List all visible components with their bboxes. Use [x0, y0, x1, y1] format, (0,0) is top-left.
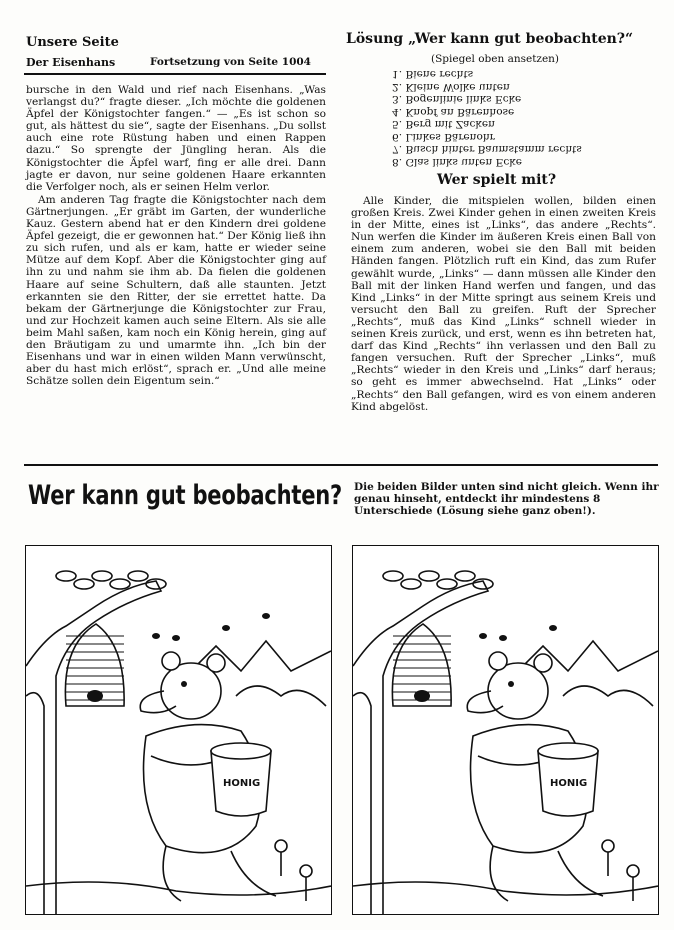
bush — [236, 686, 326, 706]
solution-item: 7. Busch hinter Baumstamm rechts — [392, 143, 582, 156]
picture-right — [352, 545, 659, 915]
leaf — [383, 571, 403, 581]
leaf — [56, 571, 76, 581]
continuation-note: Fortsetzung von Seite 1004 — [150, 56, 311, 68]
story-paragraph: Am anderen Tag fragte die Königstochter nach dem Gärtnerjungen. „Er gräbt im Garten, der wunderliche Kauz. Gestern abend hat er den Kindern drei goldene Äpfel gezeigt, die er gewonnen hat.“ Der König ließ ihn zu sich rufen, und als er kam, hatte er wieder seine Mütze auf dem Kopf. Aber die Königstochter ging auf ihn zu und nahm sie ihm ab. Da fielen die goldenen Haare auf seine Schultern, daß alle staunten. Jetzt erkannten sie den Ritter, der sie errettet hatte. Da bekam der Gärtnerjunge die Königstochter zur Frau, und zur Hochzeit kamen auch seine Eltern. Als sie alle beim Mahl saßen, kam noch ein König herein, ging auf den Bräutigam zu und umarmte ihn. „Ich bin der Eisenhans und war in einen wilden Mann verwünscht, aber du hast mich erlöst“, sprach er. „Und alle meine Schätze sollen dein Eigentum sein.“ — [26, 193, 326, 388]
solution-item: 3. Bogenlinie links Ecke — [392, 93, 522, 106]
puzzle-title: Wer kann gut beobachten? — [28, 480, 343, 511]
flower — [275, 840, 287, 852]
leaf — [419, 571, 439, 581]
picture-left — [25, 545, 332, 915]
ground-line — [353, 882, 658, 895]
bear-ear — [162, 652, 180, 670]
game-paragraph: Alle Kinder, die mitspielen wollen, bilden einen großen Kreis. Zwei Kinder gehen in einen zweiten Kreis in der Mitte, eines ist „Links“, das andere „Rechts“. Nun werfen die Kinder im äußeren Kreis einen Ball von einem zum anderen, wobei sie den Ball mit beiden Händen fangen. Plötzlich ruft ein Kind, das zum Rufer gewählt wurde, „Links“ — dann müssen alle Kinder den Ball mit der linken Hand werfen und fangen, und das Kind „Links“ in der Mitte springt aus seinem Kreis und versucht den Ball zu greifen. Ruft der Sprecher „Rechts“, muß das Kind „Links“ schnell wieder in seinen Kreis zurück, und erst, wenn es ihn betreten hat, darf das Kind „Rechts“ ihn verlassen und den Ball zu fangen versuchen. Ruft der Sprecher „Links“, muß „Rechts“ wieder in den Kreis und „Links“ darf heraus; so geht es immer abwechselnd. Hat „Links“ oder „Rechts“ den Ball gefangen, wird es von einem anderen Kind abgelöst. — [351, 195, 656, 413]
bee — [479, 633, 487, 639]
ground-line — [26, 882, 331, 895]
puzzle-intro: Die beiden Bilder unten sind nicht gleich. Wenn ihr genau hinseht, entdeckt ihr mindestens 8 Unterschiede (Lösung siehe ganz oben!). — [354, 481, 659, 517]
bear-honey-illustration — [353, 546, 658, 914]
story-paragraph: bursche in den Wald und rief nach Eisenhans. „Was verlangst du?“ fragte dieser. „Ich möchte die goldenen Äpfel der Königstochter fangen.“ — „Es ist schon so gut, als hättest du sie“, sagte der Eisenhans. „Du sollst auch eine rote Rüstung haben und einen Rappen dazu.“ So sprengte der Jüngling heran. Als die Königstochter die Äpfel warf, fing er alle drei. Dann jagte er davon, nur seine goldenen Haare erkannten die Verfolger noch, als er seinen Helm verlor. — [26, 84, 326, 193]
hive-entrance — [414, 690, 430, 702]
flower — [627, 865, 639, 877]
bear-honey-illustration — [26, 546, 331, 914]
section-title: Unsere Seite — [26, 35, 119, 50]
story-title: Der Eisenhans — [26, 56, 116, 69]
bear-ear — [534, 654, 552, 672]
tree-trunk — [353, 693, 371, 914]
leaf — [74, 579, 94, 589]
solution-list-mirrored — [392, 68, 632, 168]
bee — [152, 633, 160, 639]
bear-ear — [489, 652, 507, 670]
flower — [602, 840, 614, 852]
leaf — [92, 571, 112, 581]
bear-eye — [508, 681, 514, 687]
game-text — [351, 195, 656, 414]
story-text — [26, 84, 326, 388]
hive-entrance — [87, 690, 103, 702]
bear-ear — [207, 654, 225, 672]
honey-pot-rim — [211, 743, 271, 759]
leaf — [437, 579, 457, 589]
section-divider — [24, 464, 658, 466]
flower — [300, 865, 312, 877]
bee — [499, 635, 507, 641]
bear-eye — [181, 681, 187, 687]
honey-pot-label: HONIG — [550, 778, 588, 789]
header-rule — [24, 73, 326, 75]
solution-item: 2. Kleine Wolke unten — [392, 81, 510, 93]
solution-item: 6. Linkes Bärenohr — [392, 131, 495, 143]
solution-title: Lösung „Wer kann gut beobachten?“ — [346, 31, 634, 47]
solution-item: 8. Glas links unten Ecke — [392, 156, 522, 168]
bush — [563, 686, 653, 706]
leaf — [128, 571, 148, 581]
leaf — [455, 571, 475, 581]
bee — [222, 625, 230, 631]
tree-trunk — [26, 693, 44, 914]
solution-item: 5. Berg mit Zacken — [392, 118, 495, 131]
bee — [172, 635, 180, 641]
leaf — [401, 579, 421, 589]
bee — [549, 625, 557, 631]
bear-legs — [490, 846, 603, 901]
leaf — [110, 579, 130, 589]
game-title: Wer spielt mit? — [437, 172, 557, 188]
solution-item: 1. Biene rechts — [392, 68, 474, 81]
bee — [262, 613, 270, 619]
bear-legs — [163, 846, 276, 901]
honey-pot-rim — [538, 743, 598, 759]
solution-note: (Spiegel oben ansetzen) — [431, 53, 560, 65]
honey-pot-label: HONIG — [223, 778, 261, 789]
solution-item: 4. Knopf an Bärenhose — [392, 106, 515, 118]
